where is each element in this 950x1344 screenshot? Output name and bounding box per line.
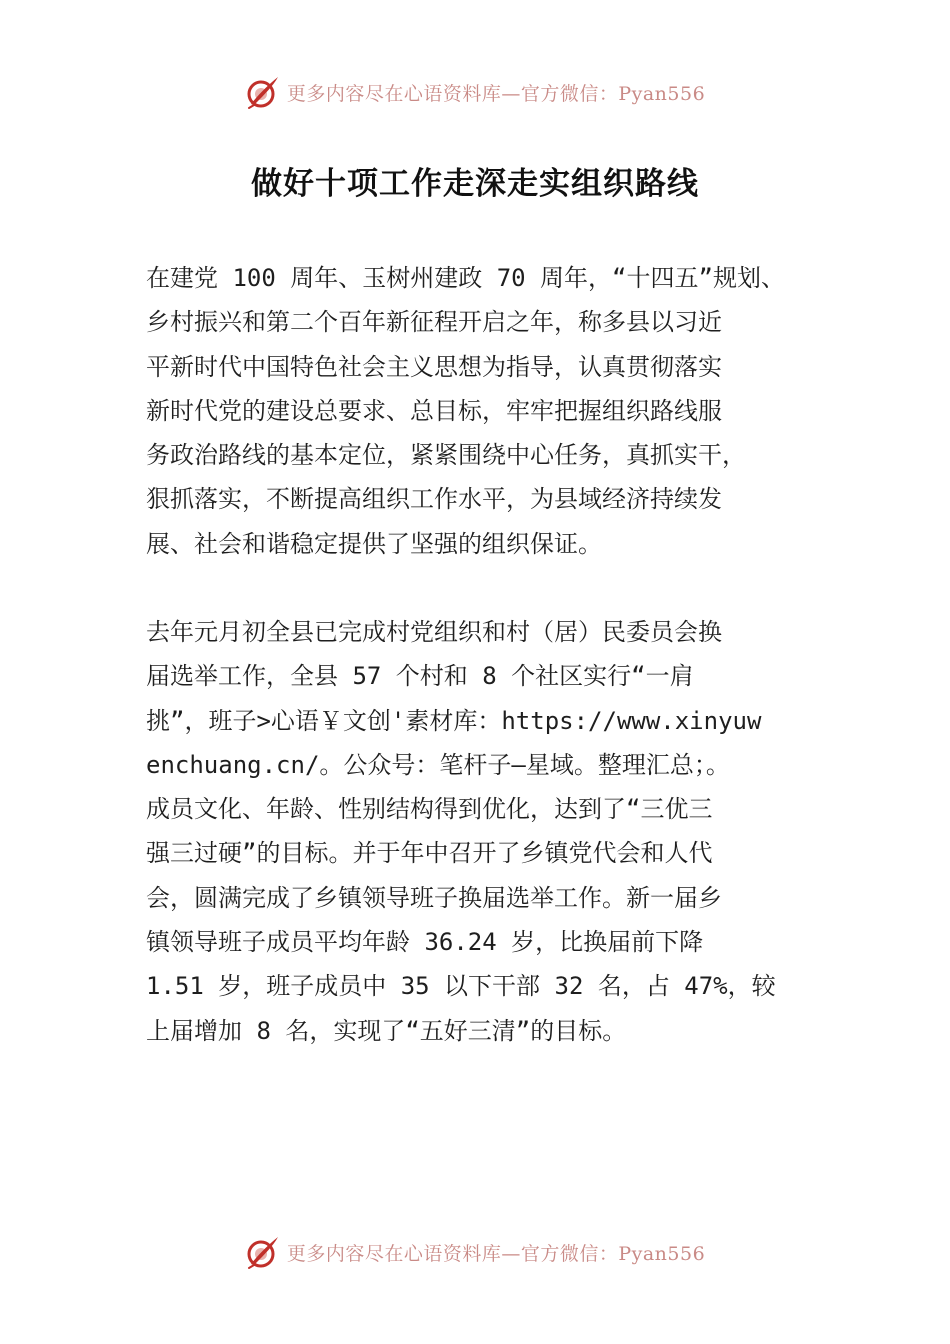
footer-banner-text: 更多内容尽在心语资料库—官方微信：Pyan556 [286, 1242, 706, 1265]
paragraph-line: enchuang.cn/。公众号：笔杆子—星域。整理汇总；。 [146, 750, 730, 779]
quill-pen-logo-icon [245, 74, 281, 110]
paragraph-line: 在建党 100 周年、玉树州建政 70 周年，“十四五”规划、 [146, 264, 785, 292]
document-title: 做好十项工作走深走实组织路线 [251, 166, 699, 202]
paragraph-line: 镇领导班子成员平均年龄 36.24 岁，比换届前下降 [146, 928, 704, 957]
paragraph-line: 届选举工作，全县 57 个村和 8 个社区实行“一肩 [146, 662, 694, 691]
paragraph-line: 强三过硬”的目标。并于年中召开了乡镇党代会和人代 [146, 839, 713, 868]
paragraph-line: 狠抓落实，不断提高组织工作水平，为县域经济持续发 [146, 485, 722, 514]
paragraph-1 [146, 256, 808, 566]
quill-pen-logo-icon [245, 1234, 281, 1270]
header-banner [0, 72, 950, 112]
header-banner-text: 更多内容尽在心语资料库—官方微信：Pyan556 [286, 82, 706, 105]
paragraph-line: 新时代党的建设总要求、总目标，牢牢把握组织路线服 [146, 396, 722, 425]
footer-banner [0, 1232, 950, 1272]
paragraph-line: 乡村振兴和第二个百年新征程开启之年，称多县以习近 [146, 308, 722, 337]
paragraph-line: 上届增加 8 名，实现了“五好三清”的目标。 [146, 1016, 627, 1045]
paragraph-line: 平新时代中国特色社会主义思想为指导，认真贯彻落实 [146, 352, 722, 381]
paragraph-line: 挑”，班子>心语￥文创'素材库：https://www.xinyuw [146, 706, 762, 735]
paragraph-line: 会，圆满完成了乡镇领导班子换届选举工作。新一届乡 [146, 883, 722, 912]
paragraph-line: 去年元月初全县已完成村党组织和村（居）民委员会换 [146, 618, 722, 646]
paragraph-line: 1.51 岁，班子成员中 35 以下干部 32 名，占 47%，较 [146, 972, 776, 1001]
paragraph-line: 务政治路线的基本定位，紧紧围绕中心任务，真抓实干， [146, 441, 746, 470]
paragraph-line: 展、社会和谐稳定提供了坚强的组织保证。 [146, 529, 602, 558]
paragraph-line: 成员文化、年龄、性别结构得到优化，达到了“三优三 [146, 795, 713, 824]
paragraph-2 [146, 610, 808, 1053]
